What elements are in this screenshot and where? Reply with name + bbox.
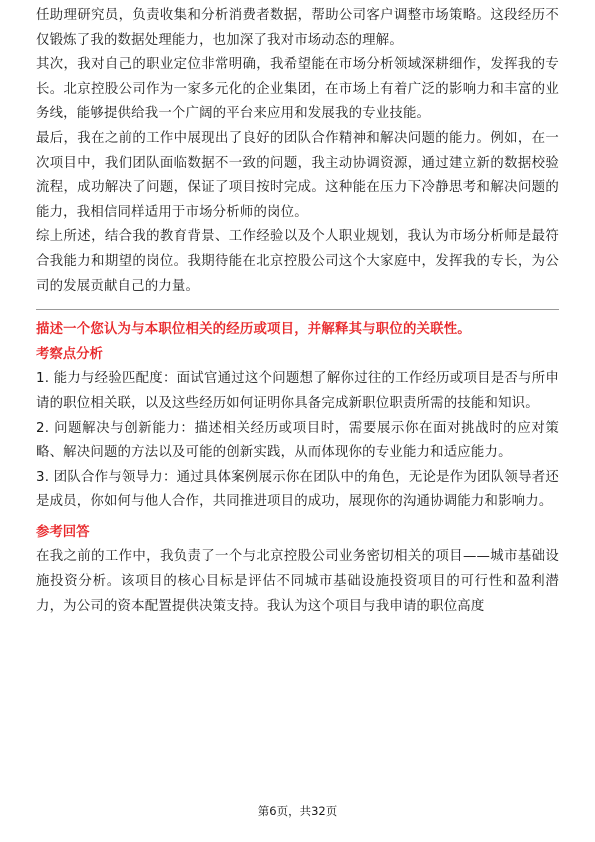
intro-paragraph-3: 最后，我在之前的工作中展现出了良好的团队合作精神和解决问题的能力。例如，在一次项目中，我们团队面临数据不一致的问题，我主动协调资源，通过建立新的数据校验流程，成功解决了问题，保证了项目按时完成。这种能在压力下冷静思考和解决问题的能力，我相信同样适用于市场分析师的岗位。 <box>36 130 559 220</box>
page-content <box>36 4 559 619</box>
analysis-heading: 考察点分析 <box>36 346 103 362</box>
analysis-point-1: 1. 能力与经验匹配度：面试官通过这个问题想了解你过往的工作经历或项目是否与所申请的职位相关联，以及这些经历如何证明你具备完成新职位职责所需的技能和知识。 <box>36 371 559 411</box>
intro-paragraph-2: 其次，我对自己的职业定位非常明确，我希望能在市场分析领域深耕细作，发挥我的专长。北京控股公司作为一家多元化的企业集团，在市场上有着广泛的影响力和丰富的业务线，能够提供给我一个广阔的平台来应用和发展我的专业技能。 <box>36 57 559 122</box>
answer-heading: 参考回答 <box>36 524 90 540</box>
interview-question: 描述一个您认为与本职位相关的经历或项目，并解释其与职位的关联性。 <box>36 322 471 338</box>
page-number-footer: 第6页，共32页 <box>257 804 338 818</box>
intro-paragraph-4: 综上所述，结合我的教育背景、工作经验以及个人职业规划，我认为市场分析师是最符合我能力和期望的岗位。我期待能在北京控股公司这个大家庭中，发挥我的专长，为公司的发展贡献自己的力量。 <box>36 229 559 294</box>
intro-paragraph-1: 任助理研究员，负责收集和分析消费者数据，帮助公司客户调整市场策略。这段经历不仅锻炼了我的数据处理能力，也加深了我对市场动态的理解。 <box>36 8 559 48</box>
section-divider <box>36 309 559 310</box>
analysis-point-3: 3. 团队合作与领导力：通过具体案例展示你在团队中的角色，无论是作为团队领导者还是成员，你如何与他人合作，共同推进项目的成功，展现你的沟通协调能力和影响力。 <box>36 469 559 510</box>
analysis-point-2: 2. 问题解决与创新能力：描述相关经历或项目时，需要展示你在面对挑战时的应对策略、解决问题的方法以及可能的创新实践，从而体现你的专业能力和适应能力。 <box>36 420 559 461</box>
answer-paragraph: 在我之前的工作中，我负责了一个与北京控股公司业务密切相关的项目——城市基础设施投资分析。该项目的核心目标是评估不同城市基础设施投资项目的可行性和盈利潜力，为公司的资本配置提供决策支持。我认为这个项目与我申请的职位高度 <box>36 549 559 614</box>
